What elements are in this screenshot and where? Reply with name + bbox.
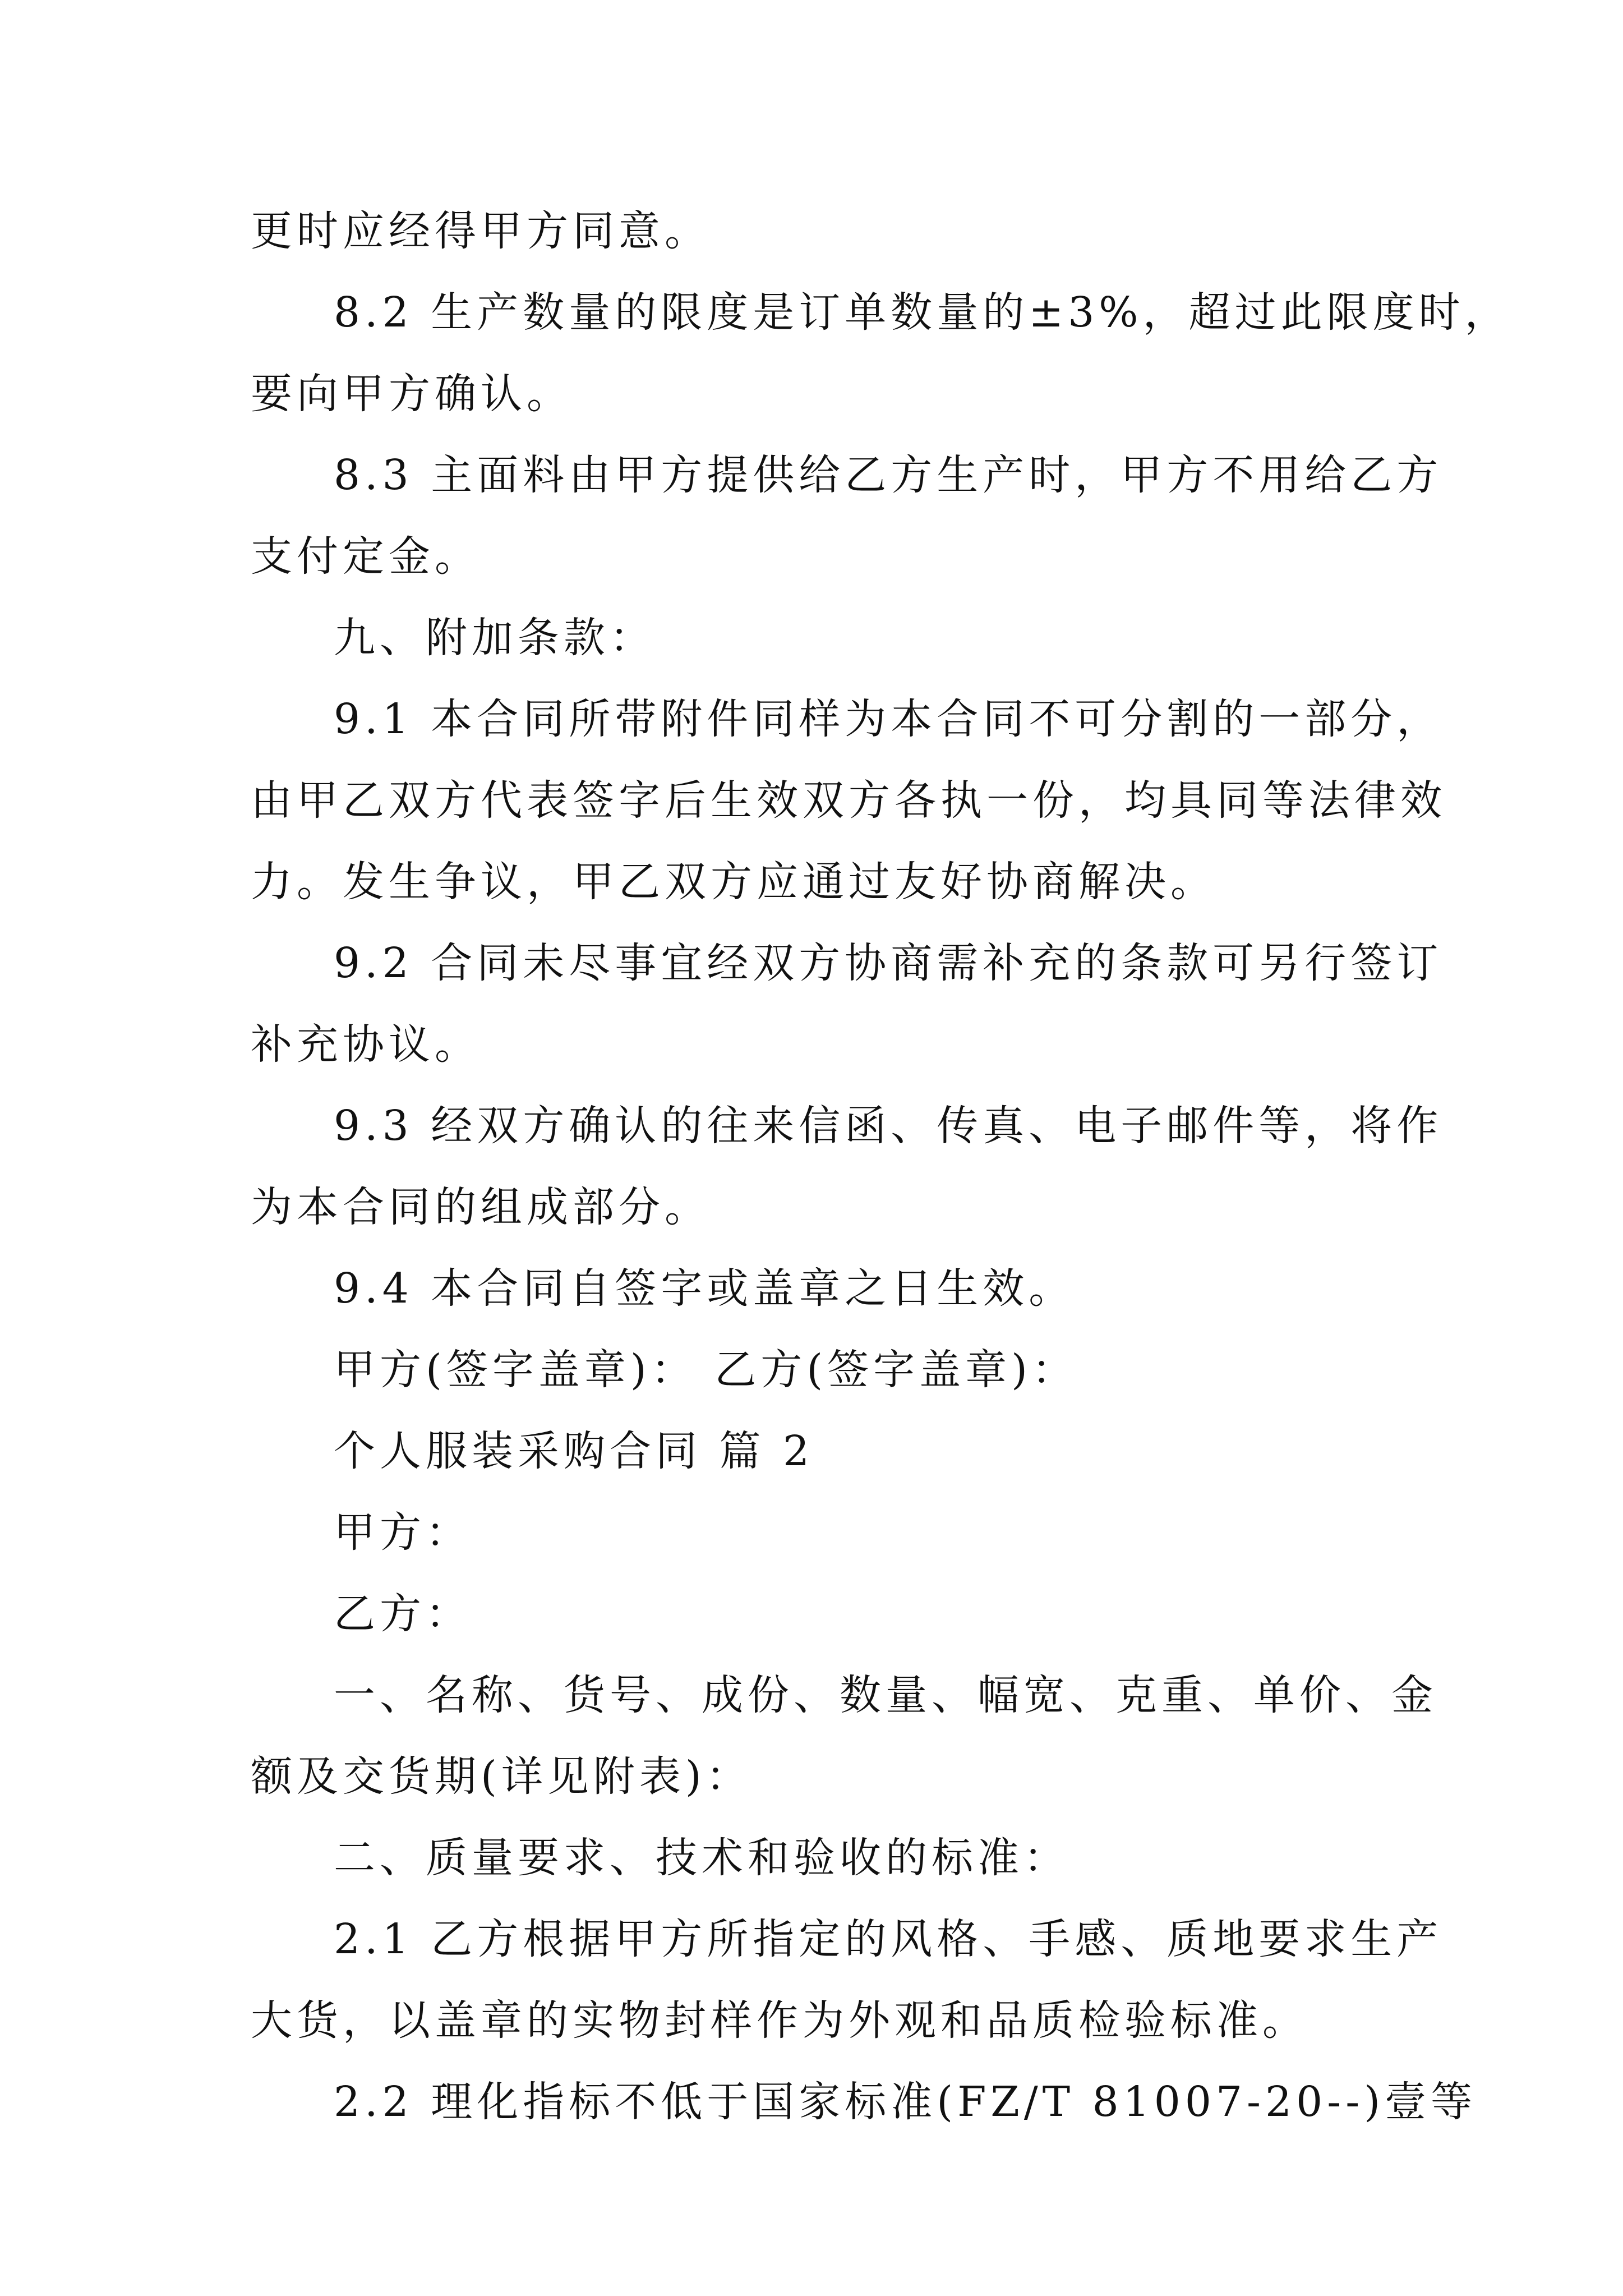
party-b-line: 乙方： (334, 1590, 472, 1638)
text-line: 由甲乙双方代表签字后生效双方各执一份，均具同等法律效 (251, 776, 1446, 825)
text-line: 补充协议。 (251, 1020, 481, 1069)
text-line: 9.3 经双方确认的往来信函、传真、电子邮件等，将作 (334, 1102, 1443, 1150)
text-line: 为本合同的组成部分。 (251, 1183, 711, 1231)
text-line: 9.4 本合同自签字或盖章之日生效。 (334, 1264, 1075, 1313)
text-line: 支付定金。 (251, 532, 481, 581)
text-line: 大货，以盖章的实物封样作为外观和品质检验标准。 (251, 1996, 1308, 2045)
text-line: 9.1 本合同所带附件同样为本合同不可分割的一部分， (334, 695, 1443, 743)
text-line: 2.1 乙方根据甲方所指定的风格、手感、质地要求生产 (334, 1915, 1443, 1963)
section-heading: 一、名称、货号、成份、数量、幅宽、克重、单价、金 (334, 1671, 1437, 1719)
text-line: 2.2 理化指标不低于国家标准(FZ/T 81007-20--)壹等 (334, 2078, 1477, 2126)
text-line: 力。发生争议，甲乙双方应通过友好协商解决。 (251, 858, 1216, 906)
text-line: 额及交货期(详见附表)： (251, 1752, 752, 1801)
text-line: 更时应经得甲方同意。 (251, 207, 711, 255)
text-line: 8.2 生产数量的限度是订单数量的±3%，超过此限度时， (334, 288, 1511, 337)
document-body (251, 191, 1511, 2143)
party-a-line: 甲方： (334, 1508, 472, 1557)
contract-title: 个人服装采购合同 篇 2 (334, 1427, 814, 1475)
text-line: 要向甲方确认。 (251, 370, 573, 418)
signature-line: 甲方(签字盖章)： 乙方(签字盖章)： (334, 1346, 1078, 1394)
text-line: 9.2 合同未尽事宜经双方协商需补充的条款可另行签订 (334, 939, 1443, 987)
section-heading: 九、附加条款： (334, 614, 656, 662)
text-line: 8.3 主面料由甲方提供给乙方生产时，甲方不用给乙方 (334, 451, 1443, 499)
section-heading: 二、质量要求、技术和验收的标准： (334, 1834, 1069, 1882)
